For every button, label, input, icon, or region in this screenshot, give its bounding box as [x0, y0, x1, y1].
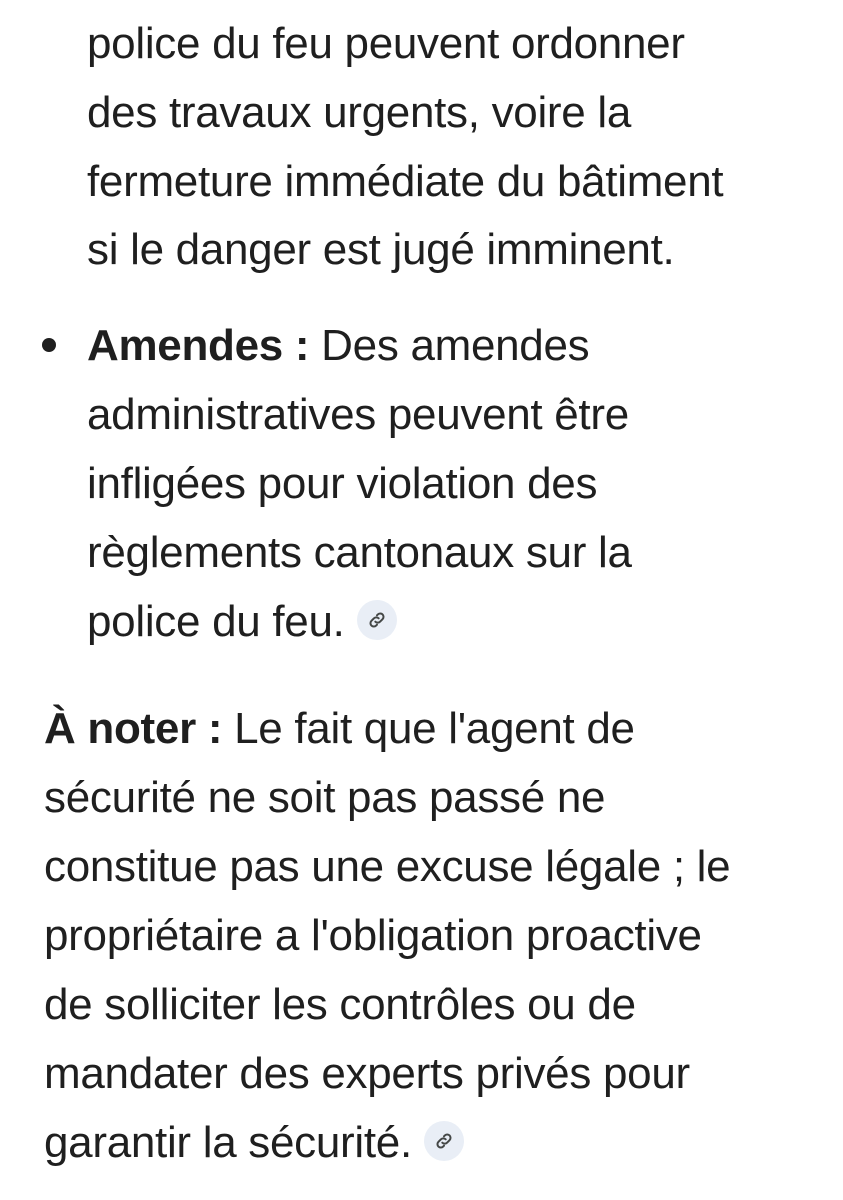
- note-line: mandater des experts privés pour: [44, 1049, 690, 1098]
- note-line: propriétaire a l'obligation proactive: [44, 911, 702, 960]
- note-line: garantir la sécurité.: [44, 1118, 412, 1167]
- list-item-text: Des amendes: [309, 321, 590, 370]
- bullet-point: [42, 338, 56, 352]
- list-item-line: règlements cantonaux sur la: [87, 528, 632, 577]
- list-item-amendes: [87, 312, 589, 380]
- list-item-line: si le danger est jugé imminent.: [87, 225, 675, 274]
- list-item-line: police du feu.: [87, 597, 345, 646]
- list-item-line: infligées pour violation des: [87, 459, 598, 508]
- note-line: sécurité ne soit pas passé ne: [44, 773, 606, 822]
- list-item-last-line: [87, 588, 397, 656]
- list-item-label: Amendes :: [87, 321, 310, 370]
- note-paragraph: [44, 695, 635, 763]
- source-link-button[interactable]: [424, 1121, 464, 1161]
- note-line: constitue pas une excuse légale ; le: [44, 842, 731, 891]
- note-text: Le fait que l'agent de: [222, 704, 635, 753]
- note-label: À noter :: [44, 704, 223, 753]
- list-item-line: police du feu peuvent ordonner: [87, 19, 685, 68]
- note-line: de solliciter les contrôles ou de: [44, 980, 636, 1029]
- list-item-line: administratives peuvent être: [87, 390, 629, 439]
- link-icon: [367, 610, 387, 630]
- note-last-line: [44, 1109, 464, 1177]
- source-link-button[interactable]: [357, 600, 397, 640]
- link-icon: [434, 1131, 454, 1151]
- list-item-line: des travaux urgents, voire la: [87, 88, 632, 137]
- list-item-line: fermeture immédiate du bâtiment: [87, 157, 724, 206]
